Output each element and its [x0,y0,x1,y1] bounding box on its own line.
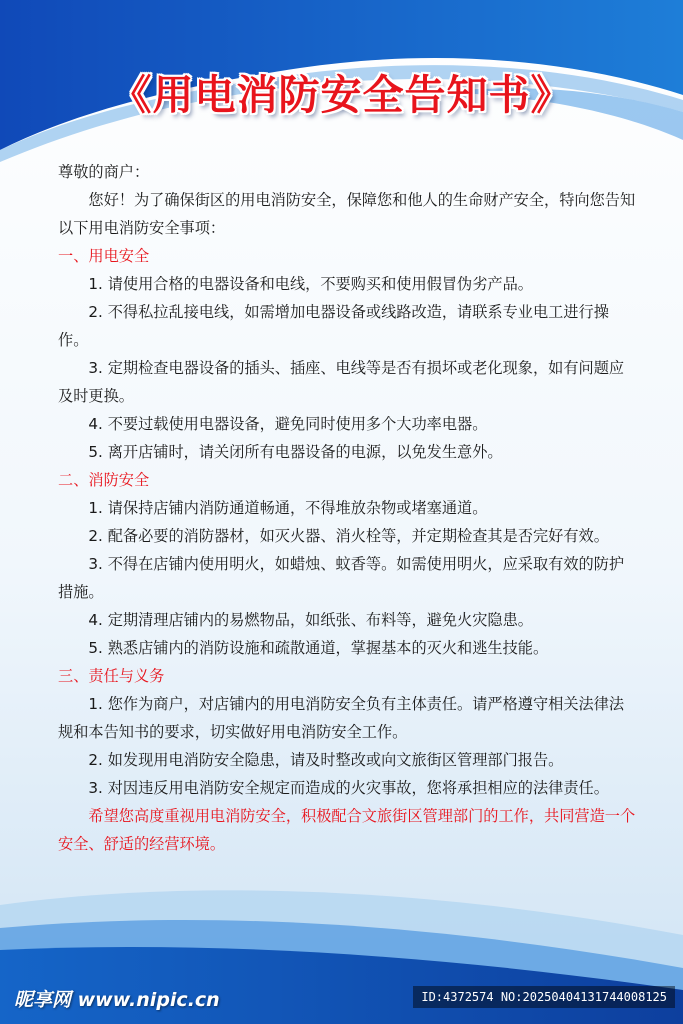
watermark-id: ID:4372574 NO:20250404131744008125 [413,986,675,1008]
list-item: 4. 定期清理店铺内的易燃物品，如纸张、布料等，避免火灾隐患。 [88,611,533,629]
page-title: 《用电消防安全告知书》 [110,71,573,119]
list-item: 2. 如发现用电消防安全隐患，请及时整改或向文旅街区管理部门报告。 [88,751,564,769]
list-item: 2. 不得私拉乱接电线，如需增加电器设备或线路改造，请联系专业电工进行操作。 [58,303,609,349]
list-item: 5. 离开店铺时，请关闭所有电器设备的电源，以免发生意外。 [88,443,503,461]
greeting: 尊敬的商户： [58,163,150,181]
list-item: 1. 您作为商户，对店铺内的用电消防安全负有主体责任。请严格遵守相关法律法规和本告知书的要求，切实做好用电消防安全工作。 [58,695,625,741]
list-item: 1. 请使用合格的电器设备和电线，不要购买和使用假冒伪劣产品。 [88,275,533,293]
watermark-logo: 昵享网 www.nipic.cn [14,989,220,1011]
list-item: 3. 定期检查电器设备的插头、插座、电线等是否有损坏或老化现象，如有问题应及时更换。 [58,359,625,405]
closing-paragraph: 希望您高度重视用电消防安全，积极配合文旅街区管理部门的工作，共同营造一个安全、舒适的经营环境。 [58,807,636,853]
list-item: 2. 配备必要的消防器材，如灭火器、消火栓等，并定期检查其是否完好有效。 [88,527,609,545]
list-item: 1. 请保持店铺内消防通道畅通，不得堆放杂物或堵塞通道。 [88,499,488,517]
list-item: 5. 熟悉店铺内的消防设施和疏散通道，掌握基本的灭火和逃生技能。 [88,639,549,657]
section-heading-responsibility: 三、责任与义务 [58,667,165,685]
intro-paragraph: 您好！为了确保街区的用电消防安全，保障您和他人的生命财产安全，特向您告知以下用电消防安全事项： [58,191,636,237]
list-item: 3. 对因违反用电消防安全规定而造成的火灾事故，您将承担相应的法律责任。 [88,779,609,797]
list-item: 4. 不要过载使用电器设备，避免同时使用多个大功率电器。 [88,415,488,433]
section-heading-fire: 二、消防安全 [58,471,150,489]
notice-body [58,158,638,858]
section-heading-electrical: 一、用电安全 [58,247,150,265]
list-item: 3. 不得在店铺内使用明火，如蜡烛、蚊香等。如需使用明火，应采取有效的防护措施。 [58,555,625,601]
